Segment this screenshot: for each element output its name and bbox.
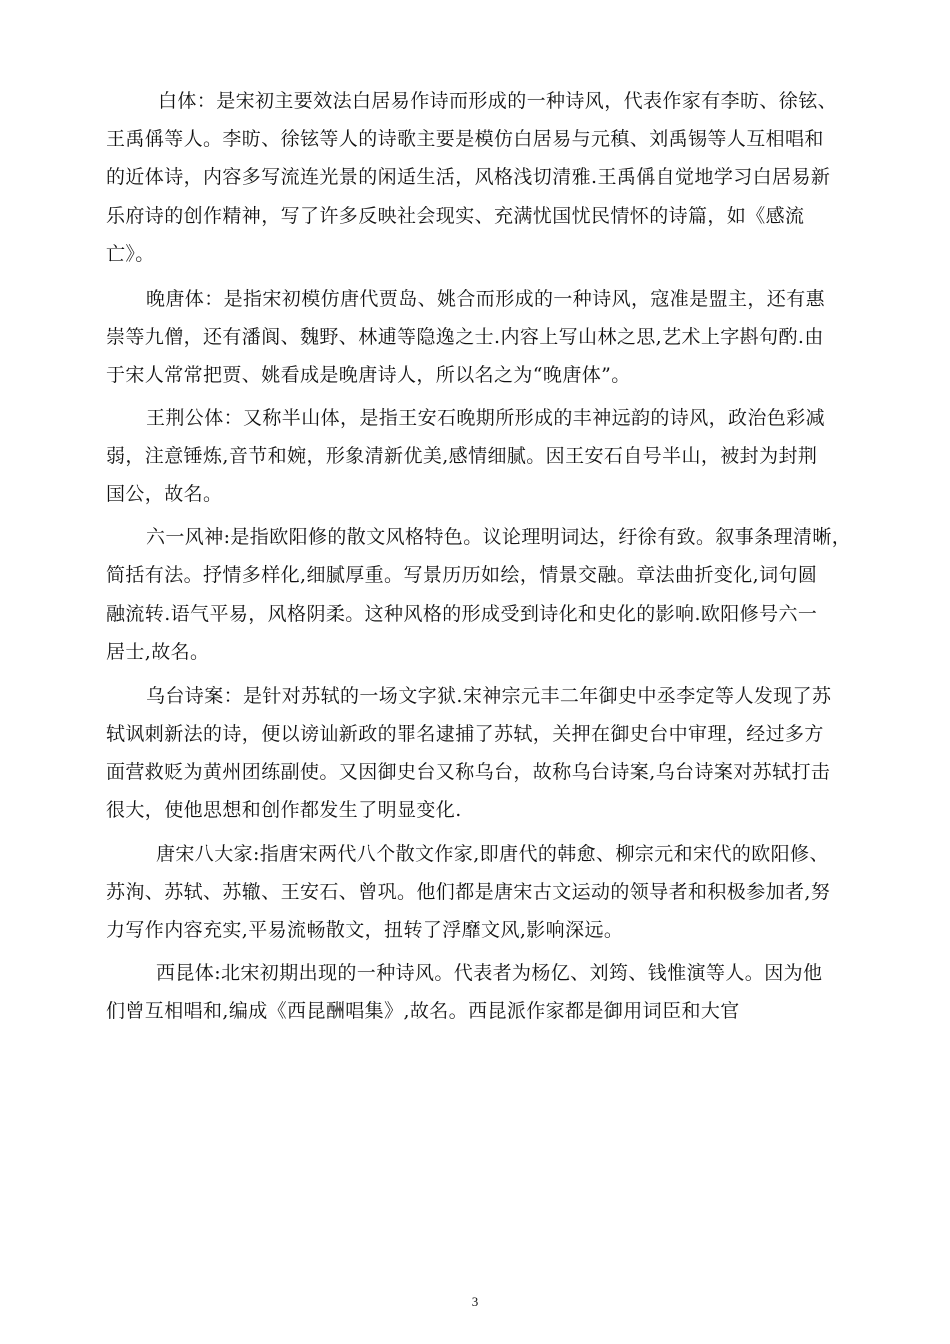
paragraph-line: 乐府诗的创作精神，写了许多反映社会现实、充满忧国忧民情怀的诗篇，如《感流 xyxy=(106,205,805,227)
paragraph-line: 国公，故名。 xyxy=(106,483,223,505)
paragraph-line: 的近体诗，内容多写流连光景的闲适生活，风格浅切清雅.王禹偁自觉地学习白居易新 xyxy=(106,166,831,188)
paragraph-line: 居士,故名。 xyxy=(106,641,210,663)
paragraph-line: 唐宋八大家:指唐宋两代八个散文作家,即唐代的韩愈、柳宗元和宋代的欧阳修、 xyxy=(156,843,829,865)
paragraph-line: 于宋人常常把贾、姚看成是晚唐诗人，所以名之为“晚唐体”。 xyxy=(106,364,631,386)
paragraph-line: 白体：是宋初主要效法白居易作诗而形成的一种诗风，代表作家有李昉、徐铉、 xyxy=(158,90,838,112)
paragraph-line: 崇等九僧，还有潘阆、魏野、林逋等隐逸之士.内容上写山林之思,艺术上字斟句酌.由 xyxy=(106,326,824,348)
page-number: 3 xyxy=(471,1294,479,1309)
paragraph-line: 融流转.语气平易，风格阴柔。这种风格的形成受到诗化和史化的影响.欧阳修号六一 xyxy=(106,603,818,625)
paragraph-line: 轼讽刺新法的诗，便以谤讪新政的罪名逮捕了苏轼，关押在御史台中审理，经过多方 xyxy=(106,723,824,745)
paragraph-line: 简括有法。抒情多样化,细腻厚重。写景历历如绘，情景交融。章法曲折变化,词句圆 xyxy=(106,564,818,586)
paragraph-line: 晚唐体：是指宋初模仿唐代贾岛、姚合而形成的一种诗风，寇准是盟主，还有惠 xyxy=(146,288,826,310)
paragraph-line: 西昆体:北宋初期出现的一种诗风。代表者为杨亿、刘筠、钱惟演等人。因为他 xyxy=(156,962,823,984)
paragraph-line: 王禹偁等人。李昉、徐铉等人的诗歌主要是模仿白居易与元稹、刘禹锡等人互相唱和 xyxy=(106,128,824,150)
paragraph-line: 亡》。 xyxy=(106,243,155,265)
paragraph-line: 王荆公体：又称半山体，是指王安石晚期所形成的丰神远韵的诗风，政治色彩减 xyxy=(146,407,826,429)
paragraph-line: 乌台诗案：是针对苏轼的一场文字狱.宋神宗元丰二年御史中丞李定等人发现了苏 xyxy=(146,685,832,707)
paragraph-line: 弱，注意锤炼,音节和婉，形象清新优美,感情细腻。因王安石自号半山，被封为封荆 xyxy=(106,445,818,467)
paragraph-line: 六一风神:是指欧阳修的散文风格特色。议论理明词达，纡徐有致。叙事条理清晰， xyxy=(146,526,852,548)
paragraph-line: 力写作内容充实,平易流畅散文，扭转了浮靡文风,影响深远。 xyxy=(106,919,624,941)
paragraph-line: 很大，使他思想和创作都发生了明显变化. xyxy=(106,799,462,821)
paragraph-line: 们曾互相唱和,编成《西昆酬唱集》,故名。西昆派作家都是御用词臣和大官 xyxy=(106,1000,740,1022)
paragraph-line: 面营救贬为黄州团练副使。又因御史台又称乌台，故称乌台诗案,乌台诗案对苏轼打击 xyxy=(106,761,831,783)
paragraph-line: 苏洵、苏轼、苏辙、王安石、曾巩。他们都是唐宋古文运动的领导者和积极参加者,努 xyxy=(106,881,831,903)
